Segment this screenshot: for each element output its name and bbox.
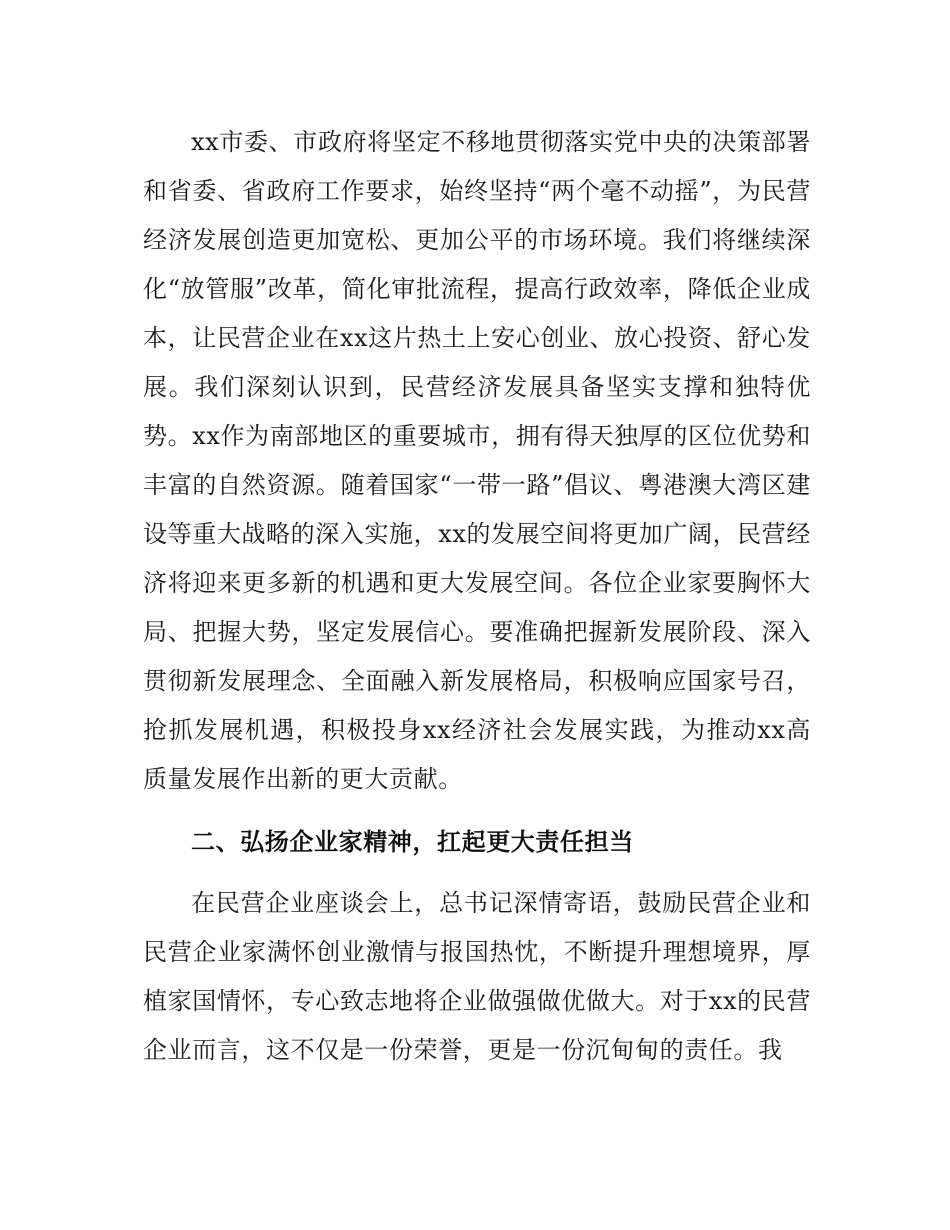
body-paragraph-2: 在民营企业座谈会上，总书记深情寄语，鼓励民营企业和民营企业家满怀创业激情与报国热忱，不断提升理想境界，厚植家国情怀，专心致志地将企业做强做优做大。对于xx的民营企业而言，这不仅是一份荣誉，更是一份沉甸甸的责任。我 [143,889,811,1064]
document-body [143,118,811,1075]
section-heading-2: 二、弘扬企业家精神，扛起更大责任担当 [191,828,634,856]
body-paragraph-1: xx市委、市政府将坚定不移地贯彻落实党中央的决策部署和省委、省政府工作要求，始终坚持“两个毫不动摇”，为民营经济发展创造更加宽松、更加公平的市场环境。我们将继续深化“放管服”改革，简化审批流程，提高行政效率，降低企业成本，让民营企业在xx这片热土上安心创业、放心投资、舒心发展。我们深刻认识到，民营经济发展具备坚实支撑和独特优势。xx作为南部地区的重要城市，拥有得天独厚的区位优势和丰富的自然资源。随着国家“一带一路”倡议、粤港澳大湾区建设等重大战略的深入实施，xx的发展空间将更加广阔，民营经济将迎来更多新的机遇和更大发展空间。各位企业家要胸怀大局、把握大势，坚定发展信心。要准确把握新发展阶段、深入贯彻新发展理念、全面融入新发展格局，积极响应国家号召，抢抓发展机遇，积极投身xx经济社会发展实践，为推动xx高质量发展作出新的更大贡献。 [143,128,811,793]
